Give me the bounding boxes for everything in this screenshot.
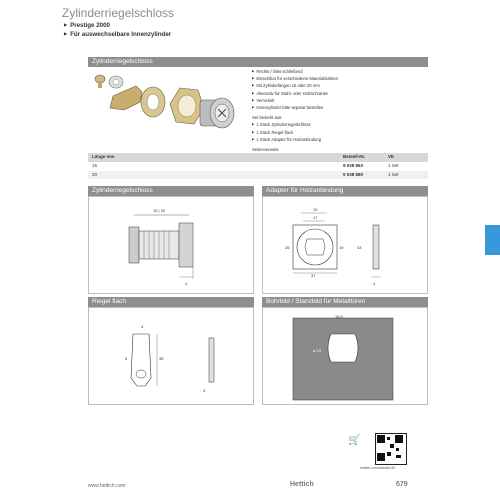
column-header-ve: VE [388, 154, 395, 159]
drawing-adapter [262, 196, 428, 294]
reference-heading: Seitenverweis: [252, 147, 280, 153]
hettich-logo: Hettich [290, 481, 314, 488]
section-header-adapter: Adapter für Holzanbindung [262, 186, 428, 196]
product-features [252, 68, 432, 160]
subtitle-prestige: ▶ Prestige 2000 [64, 22, 110, 29]
feature-item: ▶ Alternativ für Stahl- oder Holzschränke [252, 90, 432, 97]
table-header-row [88, 153, 428, 162]
column-header-order-no: Bestell-Nr. [343, 154, 366, 159]
feature-item: ▶ Innenzylinder bitte separat bestellen [252, 104, 432, 111]
cell-length: 15 [92, 163, 98, 168]
section-header-flat-bolt: Riegel flach [88, 297, 254, 307]
drawing-drill-pattern [262, 307, 428, 405]
drawing-flat-bolt [88, 307, 254, 405]
table-row [88, 171, 428, 179]
dim-label: 19 [339, 245, 344, 250]
dim-label: 16,5 [335, 314, 343, 319]
cell-order-no: 9 038 863 [343, 163, 364, 168]
drawing-cylinder-lock [88, 196, 254, 294]
dim-label: 4 [141, 324, 144, 329]
table-row [88, 162, 428, 170]
page-number: 679 [396, 481, 408, 488]
dim-label: 8 [125, 356, 128, 361]
feature-item: ▶ Rechts / links schließend [252, 68, 432, 75]
dim-label: 17 [313, 215, 318, 220]
cell-order-no: 9 038 880 [343, 172, 364, 177]
subtitle-innenzylinder: ▶ Für auswechselbare Innenzylinder [64, 31, 171, 38]
dim-label: 35 [159, 356, 164, 361]
flat-bolt-part [110, 86, 142, 110]
cell-ve: 1 Set [388, 163, 399, 168]
dim-label: 26 [285, 245, 290, 250]
dim-label: 43 [357, 245, 362, 250]
set-item: ▶ 1 Stück Adapter für Holzanbindung [252, 136, 432, 143]
cylinder-lock-part [200, 98, 234, 128]
product-illustration [88, 68, 248, 158]
column-header-length: Länge mm [92, 154, 115, 159]
qr-code[interactable] [375, 433, 407, 465]
set-item: ▶ 1 Stück Riegel flach [252, 129, 432, 136]
dim-label: 19 [313, 207, 318, 212]
dim-label: 3 [203, 388, 206, 393]
qr-caption[interactable]: hettich.com/direkt/h/40 [360, 466, 396, 470]
order-table [88, 153, 428, 180]
screw-part [95, 75, 105, 88]
dim-label: ø 19 [313, 348, 322, 353]
set-heading: Set besteht aus: [252, 115, 283, 121]
cell-ve: 1 Set [388, 172, 399, 177]
page-title: Zylinderriegelschloss [62, 6, 175, 20]
section-header-cylinder-lock: Zylinderriegelschloss [88, 186, 254, 196]
adapter-ring-part [141, 87, 165, 117]
feature-item: ▶ Mit Zylinderlängen 15 oder 20 mm [252, 82, 432, 89]
feature-item: ▶ Vernickelt [252, 97, 432, 104]
feature-item: ▶ Einsetzbar für verschiedene Materialstärken [252, 75, 432, 82]
cart-icon[interactable]: 🛒 [348, 435, 361, 446]
footer-url[interactable]: www.hettich.com [88, 483, 126, 489]
dim-label: 37 [311, 273, 316, 278]
dim-label: 4 [373, 281, 376, 286]
dim-label: 15 | 20 [153, 208, 166, 213]
dim-label: 4 [185, 281, 188, 286]
cell-length: 20 [92, 172, 98, 177]
chapter-tab [485, 225, 500, 255]
set-item: ▶ 1 Stück Zylinderriegelschloss [252, 121, 432, 128]
section-header-drill-pattern: Bohrbild / Stanzbild für Metalltüren [262, 297, 428, 307]
section-header-product: Zylinderriegelschloss [88, 57, 428, 67]
